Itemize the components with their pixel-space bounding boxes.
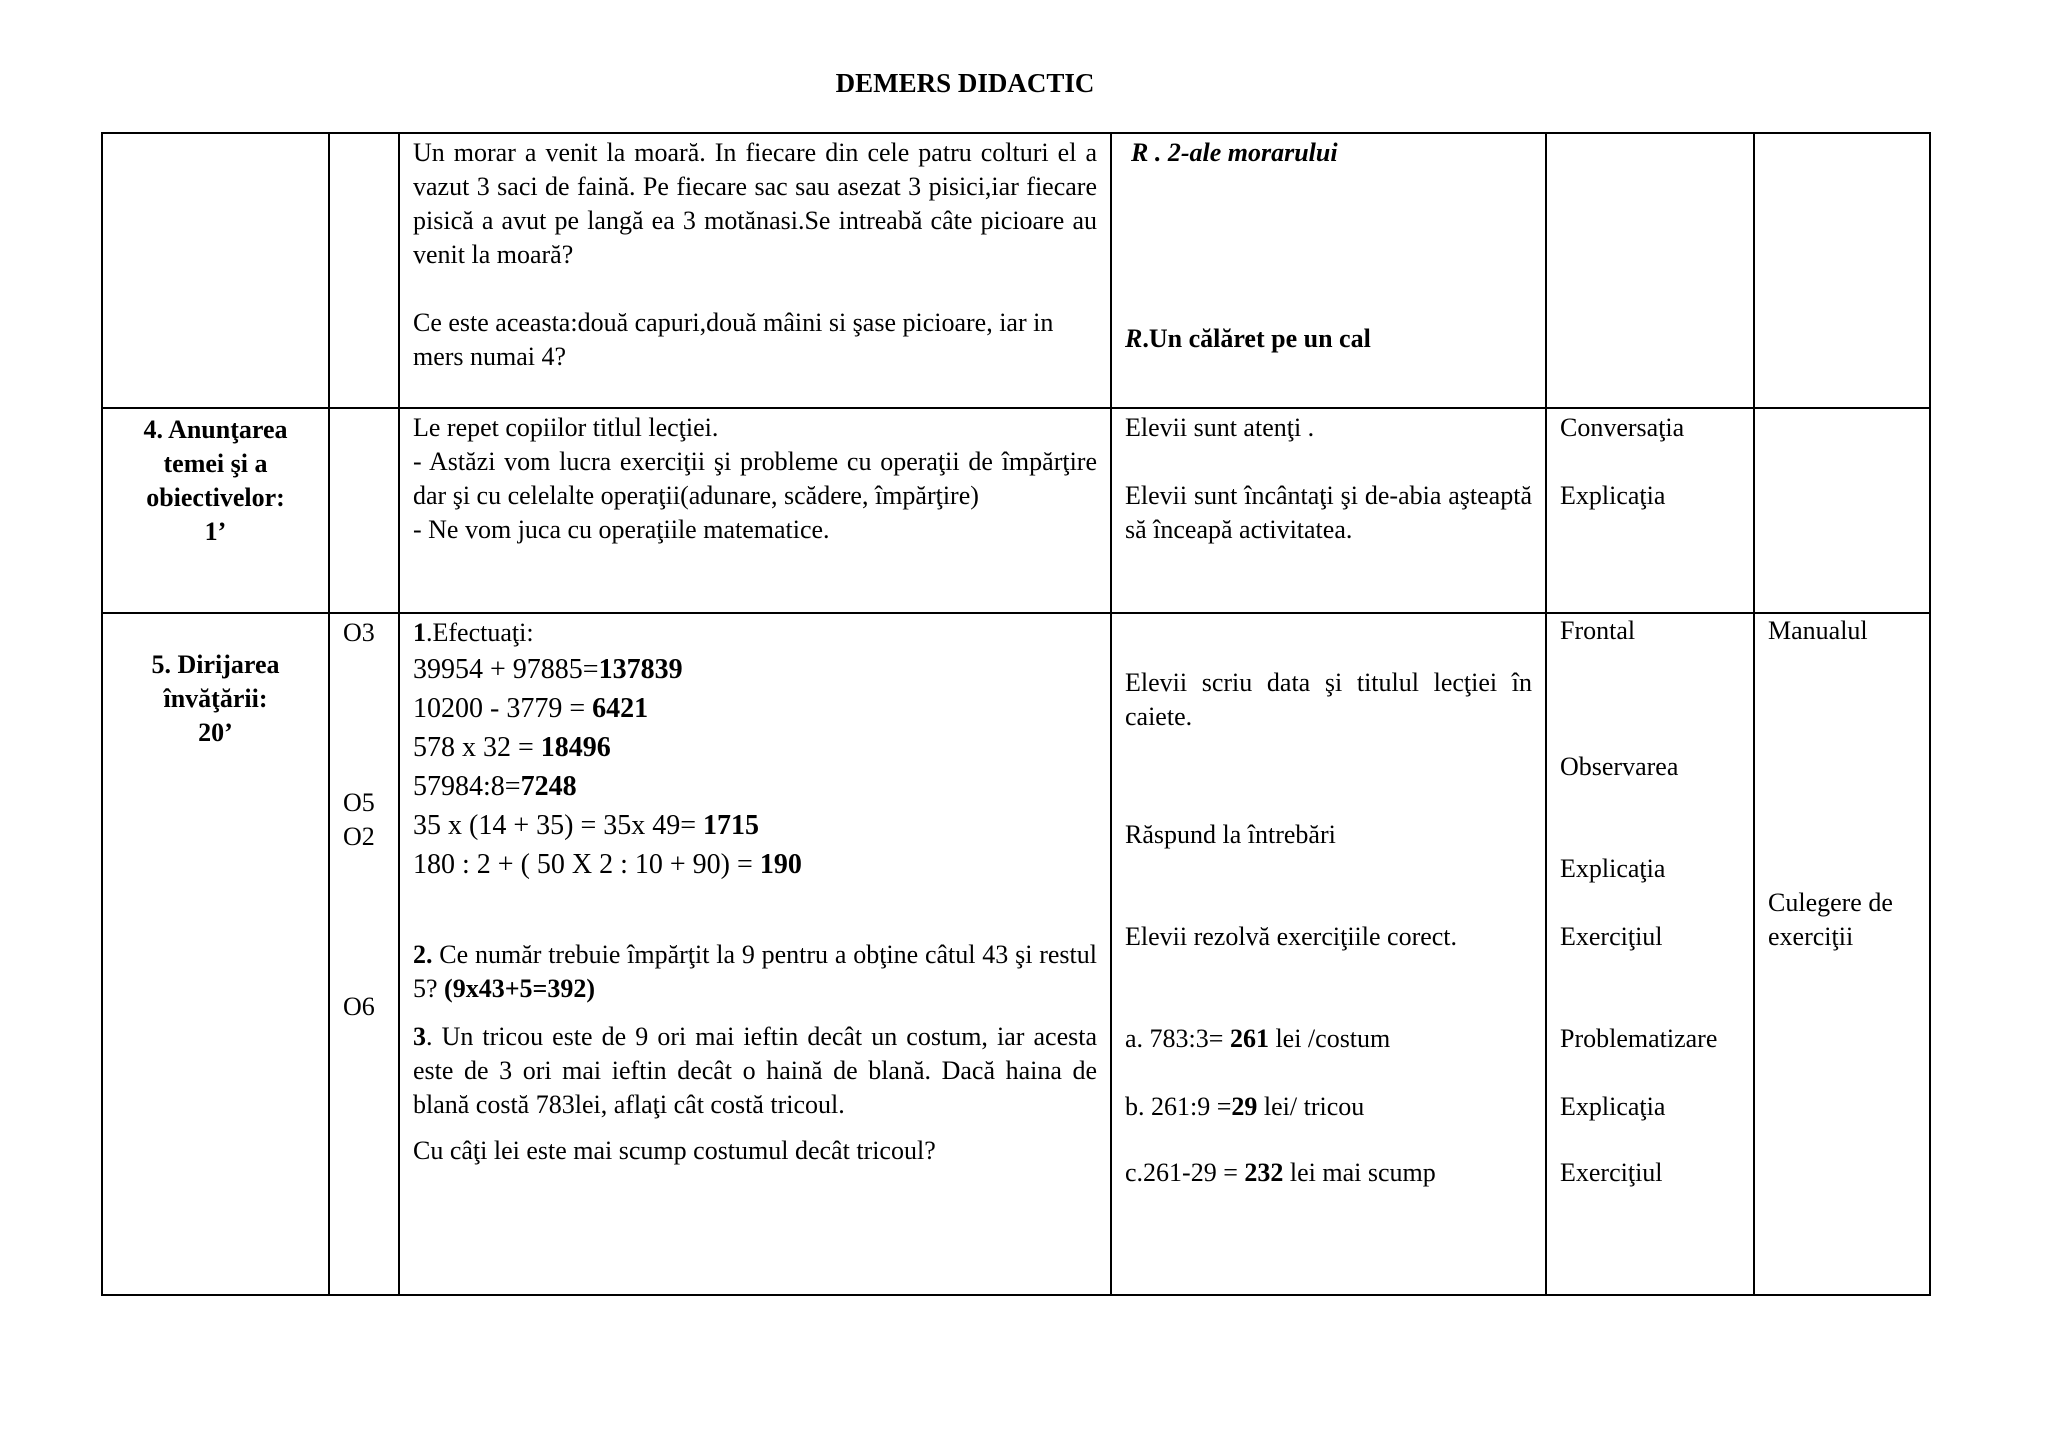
stage-cell [102,613,329,1295]
student-activity-cell [1111,133,1546,408]
content-line: - Astăzi vom lucra exerciţii şi probleme cu operaţii de împărţire dar şi cu celelalte operaţii(adunare, scădere, împărţire) [413,447,1097,510]
lesson-plan-table [101,132,1931,1296]
exercise-3-question: Cu câţi lei este mai scump costumul decât tricoul? [413,1136,936,1165]
equation: 35 x (14 + 35) = 35x 49= 1715 [413,810,760,841]
objectives-cell [329,133,399,408]
equation: 180 : 2 + ( 50 X 2 : 10 + 90) = 190 [413,849,802,880]
content-cell [399,408,1111,613]
solution-a: a. 783:3= 261 lei /costum [1125,1024,1391,1053]
solution-c: c.261-29 = 232 lei mai scump [1125,1158,1436,1187]
stage-title: 5. Dirijarea învăţării: 20’ [151,650,280,747]
resources-cell [1754,613,1930,1295]
student-activity: Elevii sunt încântaţi şi de-abia aşteaptă să înceapă activitatea. [1125,481,1532,544]
objective-code: O2 [343,822,375,851]
equation: 578 x 32 = 18496 [413,732,611,763]
content-line: Le repet copiilor titlul lecţiei. [413,413,719,442]
method: Explicaţia [1560,1092,1666,1121]
resources-cell [1754,133,1930,408]
student-activity-cell [1111,613,1546,1295]
student-activity: Răspund la întrebări [1125,820,1336,849]
method: Explicaţia [1560,854,1666,883]
resource: Culegere de exerciţii [1768,888,1893,951]
objective-code: O3 [343,618,375,647]
method: Explicaţia [1560,481,1666,510]
resource: Manualul [1768,616,1868,645]
student-activity: Elevii sunt atenţi . [1125,413,1315,442]
objectives-cell [329,408,399,613]
method: Conversaţia [1560,413,1685,442]
table-row [102,408,1930,613]
equation: 10200 - 3779 = 6421 [413,693,649,724]
content-line: - Ne vom juca cu operaţiile matematice. [413,515,830,544]
method: Problematizare [1560,1024,1718,1053]
solution-b: b. 261:9 =29 lei/ tricou [1125,1092,1365,1121]
stage-title: 4. Anunţarea temei şi a obiectivelor: 1’ [143,415,288,546]
student-activity-cell [1111,408,1546,613]
equation: 39954 + 97885=137839 [413,654,683,685]
objective-code: O5 [343,788,375,817]
method: Exerciţiul [1560,922,1663,951]
method: Observarea [1560,752,1679,781]
content-cell [399,613,1111,1295]
content-cell [399,133,1111,408]
answer-2: R.Un călăret pe un cal [1125,324,1371,353]
methods-cell [1546,408,1754,613]
student-activity: Elevii rezolvă exerciţiile corect. [1125,922,1458,951]
equation-list [413,650,1097,884]
method: Frontal [1560,616,1636,645]
methods-cell [1546,133,1754,408]
exercise-1-heading: 1.Efectuaţi: [413,618,534,647]
student-activity: Elevii scriu data şi titulul lecţiei în caiete. [1125,668,1532,731]
answer-1: R . 2-ale morarului [1131,138,1338,167]
equation: 57984:8=7248 [413,771,577,802]
objective-code: O6 [343,992,375,1021]
objectives-cell [329,613,399,1295]
resources-cell [1754,408,1930,613]
table-row [102,613,1930,1295]
method: Exerciţiul [1560,1158,1663,1187]
methods-cell [1546,613,1754,1295]
stage-cell [102,408,329,613]
riddle-2: Ce este aceasta:două capuri,două mâini si şase picioare, iar in mers numai 4? [413,308,1054,371]
table-row [102,133,1930,408]
exercise-3: 3. Un tricou este de 9 ori mai ieftin decât un costum, iar acesta este de 3 ori mai ieftin decât o haină de blană. Dacă haina de blană costă 783lei, aflaţi cât costă tricoul. [413,1022,1097,1119]
riddle-1: Un morar a venit la moară. In fiecare din cele patru colturi el a vazut 3 saci de faină. Pe fiecare sac sau asezat 3 pisici,iar fiecare pisică a avut pe langă ea 3 motănasi.Se intreabă câte picioare au venit la moară? [413,138,1097,269]
exercise-2: 2. Ce număr trebuie împărţit la 9 pentru a obţine câtul 43 şi restul 5? (9x43+5=392) [413,940,1097,1003]
page-title: DEMERS DIDACTIC [835,68,1095,98]
stage-cell [102,133,329,408]
